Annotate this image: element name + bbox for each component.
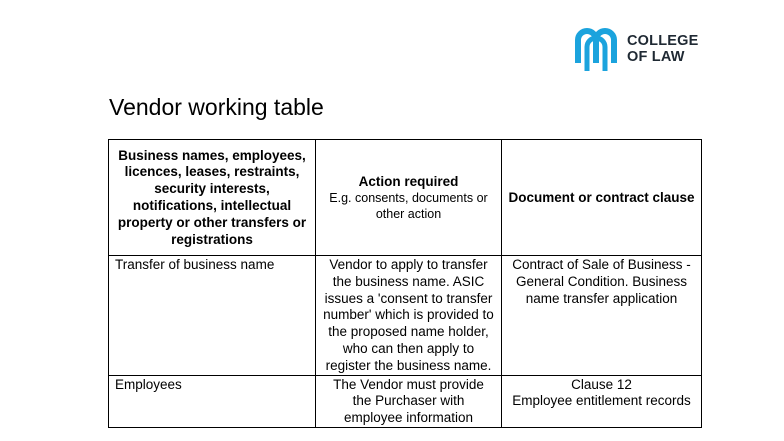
table-row <box>109 256 702 376</box>
table-row <box>109 375 702 427</box>
table-header-row <box>109 140 702 256</box>
page-title: Vendor working table <box>109 94 324 120</box>
header-cell-action <box>316 140 502 256</box>
header-cell-document <box>502 140 702 256</box>
row-document-cell: Contract of Sale of Business - General Condition. Business name transfer application <box>502 256 702 376</box>
row-action-cell: Vendor to apply to transfer the business name. ASIC issues a 'consent to transfer number' which is provided to the proposed name holder, who can then apply to register the business name. <box>316 256 502 376</box>
logo-line-2: OF LAW <box>627 49 685 65</box>
logo-line-1: COLLEGE <box>627 33 699 49</box>
vendor-working-table <box>108 139 702 428</box>
header-action-sublabel: E.g. consents, documents or other action <box>329 191 488 222</box>
header-items-label: Business names, employees, licences, leases, restraints, security interests, notifications, intellectual property or other transfers or registrations <box>117 147 307 247</box>
row-document-cell <box>502 375 702 427</box>
document-line: Employee entitlement records <box>512 393 691 409</box>
header-action-label: Action required <box>358 173 459 189</box>
header-document-label: Document or contract clause <box>508 189 695 205</box>
row-item-cell: Employees <box>109 375 316 427</box>
logo-text <box>627 33 699 65</box>
header-cell-items <box>109 140 316 256</box>
row-item-cell: Transfer of business name <box>109 256 316 376</box>
college-of-law-logo-icon <box>574 27 618 71</box>
college-of-law-logo <box>574 27 699 71</box>
document-line: Clause 12 <box>571 376 632 392</box>
row-action-cell: The Vendor must provide the Purchaser with employee information <box>316 375 502 427</box>
